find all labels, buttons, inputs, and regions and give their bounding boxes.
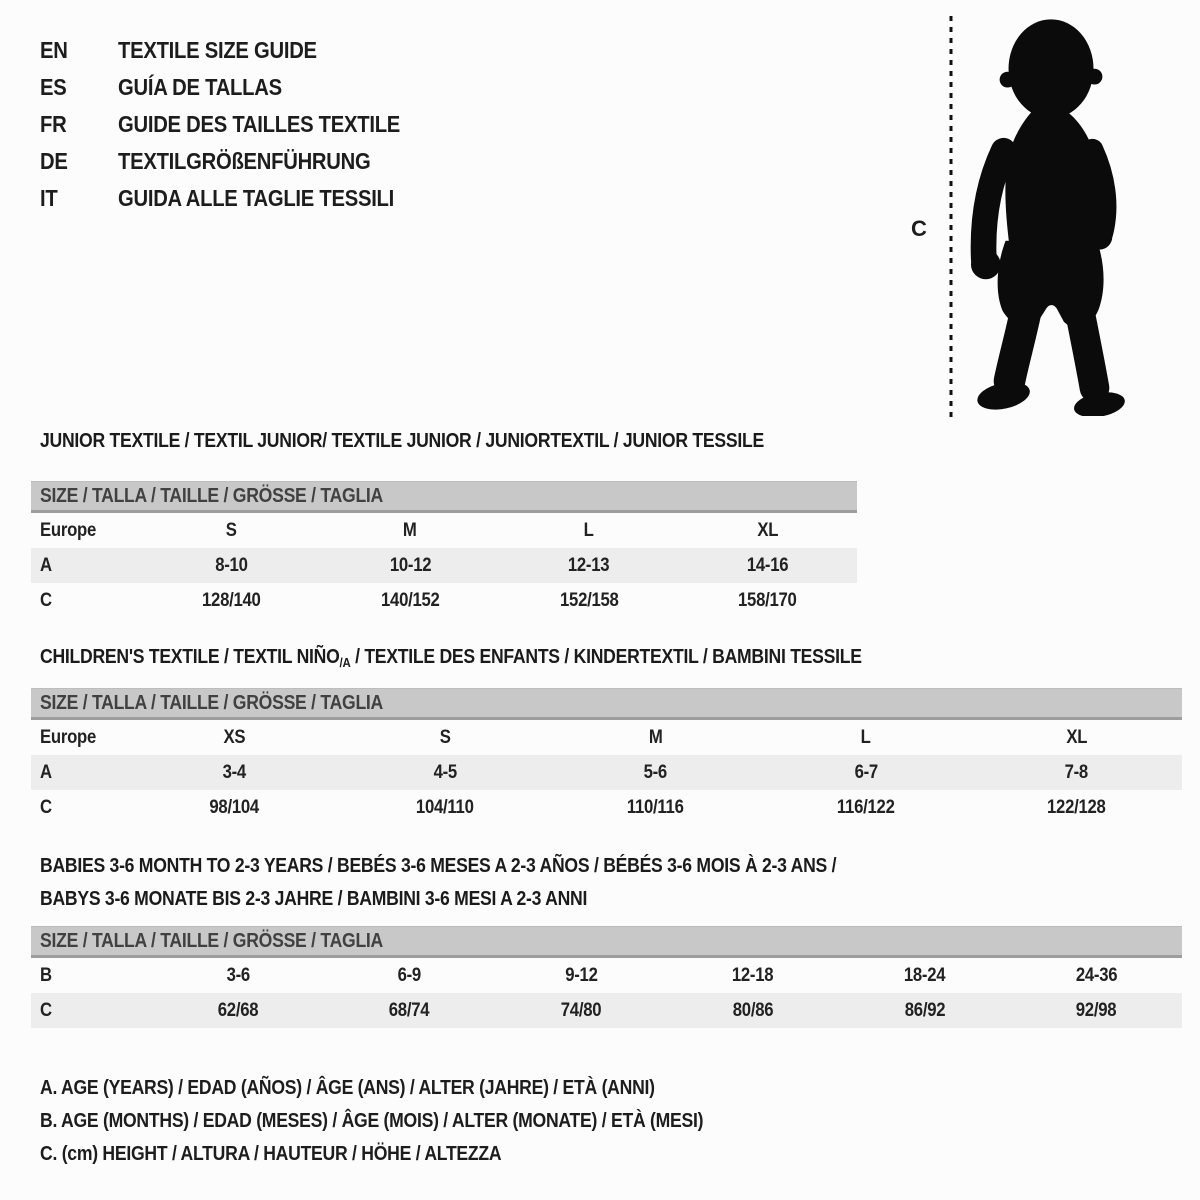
children-size-table: [31, 688, 1182, 825]
babies-heading-line1: BABIES 3-6 MONTH TO 2-3 YEARS / BEBÉS 3-6 MESES A 2-3 AÑOS / BÉBÉS 3-6 MOIS À 2-3 ANS /: [40, 855, 837, 877]
size-cell: 140/152: [380, 589, 440, 611]
size-cell: XL: [1066, 726, 1088, 748]
babies-heading-line2: BABYS 3-6 MONATE BIS 2-3 JAHRE / BAMBINI 3-6 MESI A 2-3 ANNI: [40, 888, 588, 910]
row-label: Europe: [40, 519, 97, 541]
language-code: DE: [40, 148, 68, 174]
language-code: IT: [40, 185, 58, 211]
size-cell: 10-12: [389, 554, 431, 576]
size-cell: 3-6: [226, 964, 250, 986]
size-header-label: SIZE / TALLA / TAILLE / GRÖSSE / TAGLIA: [40, 484, 384, 507]
table-row-age: [31, 755, 1182, 790]
size-cell: 14-16: [746, 554, 789, 576]
row-label: Europe: [40, 726, 97, 748]
size-cell: 24-36: [1075, 964, 1117, 986]
size-cell: 68/74: [389, 999, 430, 1021]
language-label: GUIDA ALLE TAGLIE TESSILI: [118, 185, 395, 211]
size-cell: M: [648, 726, 663, 748]
baby-silhouette-icon: [968, 14, 1136, 416]
size-cell: 6-9: [397, 964, 422, 986]
size-cell: 9-12: [564, 964, 598, 986]
row-label: C: [40, 589, 52, 611]
babies-size-table: [31, 926, 1182, 1028]
children-heading-pre: CHILDREN'S TEXTILE / TEXTIL NIÑO: [40, 646, 340, 668]
junior-size-table: [31, 481, 857, 618]
table-row-months: [31, 958, 1182, 993]
size-cell: 4-5: [433, 761, 457, 783]
babies-section-heading: [40, 850, 945, 916]
size-cell: S: [439, 726, 451, 748]
size-cell: 12-13: [568, 554, 610, 576]
junior-heading-text: JUNIOR TEXTILE / TEXTIL JUNIOR/ TEXTILE JUNIOR / JUNIORTEXTIL / JUNIOR TESSILE: [40, 430, 764, 452]
height-dashed-line: [947, 16, 955, 418]
size-cell: 6-7: [854, 761, 878, 783]
size-cell: 122/128: [1047, 796, 1106, 818]
size-cell: XS: [223, 726, 246, 748]
children-heading-text: [40, 646, 862, 670]
size-cell: 3-4: [222, 761, 246, 783]
language-code: ES: [40, 74, 67, 100]
size-cell: 92/98: [1075, 999, 1117, 1021]
babies-size-header-bar: [31, 926, 1182, 958]
table-row-europe: [31, 513, 857, 548]
legend-text-a: A. AGE (YEARS) / EDAD (AÑOS) / ÂGE (ANS) / ALTER (JAHRE) / ETÀ (ANNI): [40, 1077, 655, 1099]
language-row: [40, 69, 439, 106]
row-label: B: [40, 964, 52, 986]
size-cell: 104/110: [416, 796, 474, 818]
table-row-height: [31, 790, 1182, 825]
legend-text-c: C. (cm) HEIGHT / ALTURA / HAUTEUR / HÖHE / ALTEZZA: [40, 1143, 502, 1165]
size-cell: S: [225, 519, 237, 541]
language-label: TEXTILE SIZE GUIDE: [118, 37, 317, 63]
legend-line-c: [40, 1138, 794, 1171]
language-list: [40, 32, 439, 217]
size-cell: 7-8: [1064, 761, 1089, 783]
size-cell: L: [861, 726, 872, 748]
language-code: FR: [40, 111, 67, 137]
children-heading-post: / TEXTILE DES ENFANTS / KINDERTEXTIL / BAMBINI TESSILE: [350, 646, 862, 668]
language-row: [40, 32, 439, 69]
table-row-height: [31, 993, 1182, 1028]
size-cell: 86/92: [904, 999, 945, 1021]
size-header-label: SIZE / TALLA / TAILLE / GRÖSSE / TAGLIA: [40, 691, 384, 714]
children-section-heading: [40, 646, 974, 670]
size-cell: XL: [757, 519, 779, 541]
size-cell: 116/122: [837, 796, 895, 818]
size-cell: 128/140: [202, 589, 261, 611]
size-cell: 5-6: [643, 761, 668, 783]
junior-size-header-bar: [31, 481, 857, 513]
row-label: C: [40, 796, 52, 818]
size-cell: 80/86: [732, 999, 774, 1021]
table-row-height: [31, 583, 857, 618]
size-cell: 74/80: [560, 999, 602, 1021]
children-size-header-bar: [31, 688, 1182, 720]
size-cell: 8-10: [215, 554, 248, 576]
language-row: [40, 106, 439, 143]
row-label: C: [40, 999, 52, 1021]
height-measure-label: C: [911, 216, 927, 241]
language-row: [40, 143, 439, 180]
junior-section-heading: [40, 430, 863, 453]
row-label: A: [40, 761, 52, 783]
table-row-europe: [31, 720, 1182, 755]
size-cell: 12-18: [732, 964, 774, 986]
size-header-label: SIZE / TALLA / TAILLE / GRÖSSE / TAGLIA: [40, 929, 384, 952]
size-cell: 110/116: [627, 796, 684, 818]
size-cell: 152/158: [559, 589, 619, 611]
row-label: A: [40, 554, 52, 576]
size-cell: 62/68: [217, 999, 259, 1021]
language-label: GUIDE DES TAILLES TEXTILE: [118, 111, 401, 137]
language-label: GUÍA DE TALLAS: [118, 74, 282, 100]
language-label: TEXTILGRÖßENFÜHRUNG: [118, 148, 371, 174]
language-row: [40, 180, 439, 217]
size-cell: 158/170: [738, 589, 797, 611]
legend-line-a: [40, 1072, 794, 1105]
size-cell: L: [583, 519, 594, 541]
legend-text-b: B. AGE (MONTHS) / EDAD (MESES) / ÂGE (MOIS) / ALTER (MONATE) / ETÀ (MESI): [40, 1110, 704, 1132]
legend: [40, 1072, 794, 1171]
size-cell: 18-24: [903, 964, 946, 986]
children-heading-sub: /A: [339, 655, 351, 670]
table-row-age: [31, 548, 857, 583]
size-cell: 98/104: [209, 796, 260, 818]
size-cell: M: [403, 519, 417, 541]
height-measure-figure: [905, 14, 1195, 420]
legend-line-b: [40, 1105, 794, 1138]
language-code: EN: [40, 37, 68, 63]
